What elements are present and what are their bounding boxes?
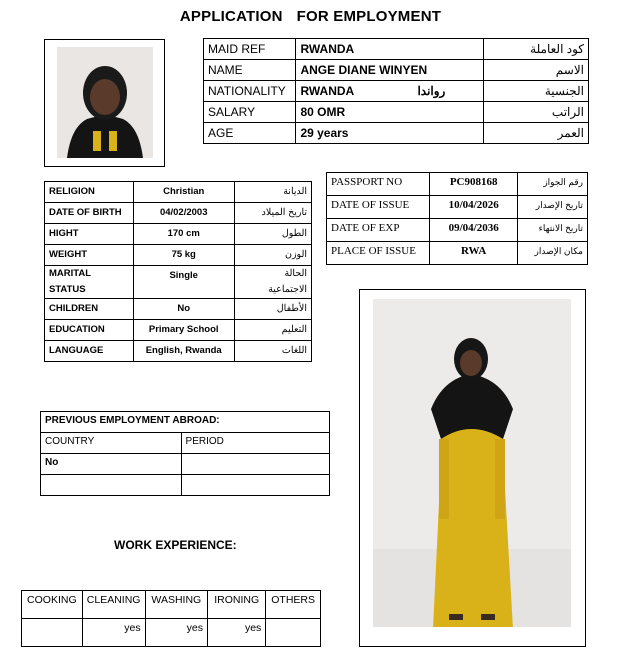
label-language: LANGUAGE (45, 341, 134, 362)
value-passport-no: PC908168 (430, 173, 518, 196)
label-children: CHILDREN (45, 299, 134, 320)
col-washing: WASHING (145, 591, 207, 619)
portrait-photo (57, 47, 153, 158)
arabic-marital (234, 266, 311, 299)
main-info-table (203, 38, 589, 144)
arabic-marital-1: الحالة (284, 268, 307, 279)
col-others: OTHERS (266, 591, 321, 619)
row-date-of-issue (327, 196, 588, 219)
label-age: AGE (204, 123, 296, 144)
prev-country-1: No (41, 454, 182, 475)
full-body-photo-image (373, 299, 571, 627)
val-cooking (22, 619, 83, 647)
arabic-name: الاسم (484, 60, 589, 81)
label-weight: WEIGHT (45, 245, 134, 266)
passport-table (326, 172, 588, 265)
arabic-age: العمر (484, 123, 589, 144)
row-work-columns (22, 591, 321, 619)
row-salary (204, 102, 589, 123)
row-passport-no (327, 173, 588, 196)
arabic-weight: الوزن (234, 245, 311, 266)
full-body-photo-frame (359, 289, 586, 647)
work-experience-table (21, 590, 321, 647)
row-weight (45, 245, 312, 266)
col-country: COUNTRY (41, 433, 182, 454)
label-marital (45, 266, 134, 299)
value-age: 29 years (296, 123, 484, 144)
arabic-maid-ref: كود العاملة (484, 39, 589, 60)
row-dob (45, 203, 312, 224)
arabic-children: الأطفال (234, 299, 311, 320)
col-period: PERIOD (181, 433, 329, 454)
personal-info-table (44, 181, 312, 362)
label-date-of-issue: DATE OF ISSUE (327, 196, 430, 219)
row-maid-ref (204, 39, 589, 60)
arabic-salary: الراتب (484, 102, 589, 123)
val-washing: yes (145, 619, 207, 647)
row-children (45, 299, 312, 320)
label-date-of-exp: DATE OF EXP (327, 219, 430, 242)
arabic-date-of-exp: تاريخ الانتهاء (518, 219, 588, 242)
full-body-photo (373, 299, 571, 627)
row-work-values (22, 619, 321, 647)
portrait-photo-frame (44, 39, 165, 167)
label-name: NAME (204, 60, 296, 81)
val-ironing: yes (208, 619, 266, 647)
value-height: 170 cm (133, 224, 234, 245)
portrait-photo-image (57, 47, 153, 158)
label-religion: RELIGION (45, 182, 134, 203)
arabic-language: اللغات (234, 341, 311, 362)
value-children: No (133, 299, 234, 320)
value-education: Primary School (133, 320, 234, 341)
label-dob: DATE OF BIRTH (45, 203, 134, 224)
title-part-2: FOR EMPLOYMENT (296, 8, 442, 25)
label-marital-1: MARITAL (49, 268, 92, 279)
prev-country-2 (41, 475, 182, 496)
row-height (45, 224, 312, 245)
value-dob: 04/02/2003 (133, 203, 234, 224)
value-date-of-exp: 09/04/2036 (430, 219, 518, 242)
arabic-place-of-issue: مكان الإصدار (518, 242, 588, 265)
value-name: ANGE DIANE WINYEN (296, 60, 484, 81)
label-nationality: NATIONALITY (204, 81, 296, 102)
prev-period-2 (181, 475, 329, 496)
value-date-of-issue: 10/04/2026 (430, 196, 518, 219)
previous-employment-table (40, 411, 330, 496)
label-maid-ref: MAID REF (204, 39, 296, 60)
row-prev-heading (41, 412, 330, 433)
row-language (45, 341, 312, 362)
row-education (45, 320, 312, 341)
row-prev-2 (41, 475, 330, 496)
arabic-date-of-issue: تاريخ الإصدار (518, 196, 588, 219)
value-religion: Christian (133, 182, 234, 203)
arabic-religion: الديانة (234, 182, 311, 203)
row-prev-1 (41, 454, 330, 475)
col-ironing: IRONING (208, 591, 266, 619)
value-place-of-issue: RWA (430, 242, 518, 265)
arabic-nationality: الجنسية (484, 81, 589, 102)
label-marital-2: STATUS (49, 284, 86, 295)
prev-period-1 (181, 454, 329, 475)
arabic-education: التعليم (234, 320, 311, 341)
value-nationality-ar: رواندا (417, 84, 446, 98)
row-date-of-exp (327, 219, 588, 242)
label-education: EDUCATION (45, 320, 134, 341)
col-cooking: COOKING (22, 591, 83, 619)
arabic-height: الطول (234, 224, 311, 245)
row-nationality (204, 81, 589, 102)
label-height: HIGHT (45, 224, 134, 245)
row-marital (45, 266, 312, 299)
row-name (204, 60, 589, 81)
label-place-of-issue: PLACE OF ISSUE (327, 242, 430, 265)
arabic-dob: تاريخ الميلاد (234, 203, 311, 224)
label-salary: SALARY (204, 102, 296, 123)
work-experience-heading: WORK EXPERIENCE: (114, 538, 237, 552)
value-marital: Single (133, 266, 234, 299)
value-language: English, Rwanda (133, 341, 234, 362)
value-salary: 80 OMR (296, 102, 484, 123)
label-passport-no: PASSPORT NO (327, 173, 430, 196)
previous-employment-heading: PREVIOUS EMPLOYMENT ABROAD: (41, 412, 330, 433)
value-nationality (296, 81, 484, 102)
value-weight: 75 kg (133, 245, 234, 266)
title-part-1: APPLICATION (179, 8, 283, 25)
page-title (0, 8, 621, 25)
val-cleaning: yes (82, 619, 145, 647)
arabic-passport-no: رقم الجواز (518, 173, 588, 196)
col-cleaning: CLEANING (82, 591, 145, 619)
row-prev-columns (41, 433, 330, 454)
arabic-marital-2: الاجتماعية (268, 284, 307, 295)
value-nationality-en: RWANDA (300, 84, 355, 98)
value-maid-ref: RWANDA (296, 39, 484, 60)
row-age (204, 123, 589, 144)
row-religion (45, 182, 312, 203)
val-others (266, 619, 321, 647)
row-place-of-issue (327, 242, 588, 265)
